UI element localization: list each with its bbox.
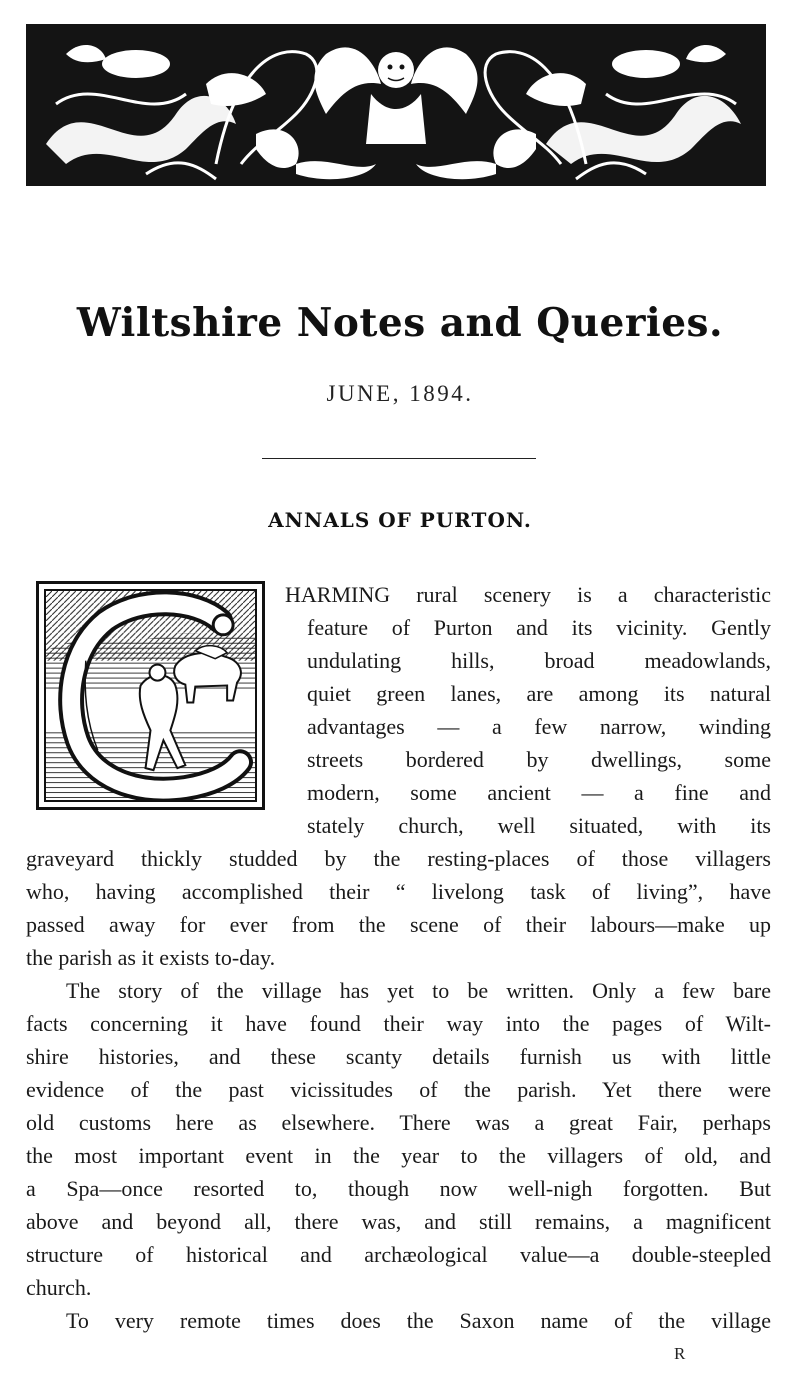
- text-line-content: a Spa—once resorted to, though now well-nigh forgotten. But: [26, 1176, 771, 1201]
- text-line-content: modern, some ancient — a fine and: [307, 780, 771, 805]
- text-line-content: who, having accomplished their “ livelong task of living”, have: [26, 879, 771, 904]
- title-divider: [262, 458, 536, 459]
- text-line-content: shire histories, and these scanty details furnish us with little: [26, 1044, 771, 1069]
- article-title: ANNALS OF PURTON.: [268, 508, 532, 532]
- dropcap-frame: [44, 589, 257, 802]
- text-line: [26, 1140, 771, 1172]
- text-line-content: the most important event in the year to the villagers of old, and: [26, 1143, 771, 1168]
- text-line: [26, 1008, 771, 1040]
- text-line: [307, 777, 771, 809]
- text-line: [26, 1206, 771, 1238]
- text-line: [307, 810, 771, 842]
- headpiece-woodcut-image: [26, 24, 766, 186]
- text-line: [307, 678, 771, 710]
- text-line: [307, 744, 771, 776]
- text-line-content: old customs here as elsewhere. There was a great Fair, perhaps: [26, 1110, 771, 1135]
- text-line: [26, 909, 771, 941]
- text-line: [26, 1239, 771, 1271]
- text-line-content: structure of historical and archæological value—a double-steepled: [26, 1242, 771, 1267]
- text-line: [26, 1272, 771, 1304]
- text-line-content: facts concerning it have found their way into the pages of Wilt-: [26, 1011, 771, 1036]
- text-line-content: To very remote times does the Saxon name of the village: [66, 1308, 771, 1333]
- text-line: [66, 975, 771, 1007]
- text-line-content: the parish as it exists to-day.: [26, 945, 276, 970]
- text-line-content: church.: [26, 1275, 92, 1300]
- text-line: [307, 711, 771, 743]
- text-line-content: feature of Purton and its vicinity. Gently: [307, 615, 771, 640]
- text-line: [307, 645, 771, 677]
- text-line: [66, 1305, 771, 1337]
- text-line: [26, 1107, 771, 1139]
- dropcap-box: [36, 581, 265, 810]
- text-line-content: The story of the village has yet to be written. Only a few bare: [66, 978, 771, 1003]
- dropcap-woodcut-image: [46, 591, 255, 800]
- text-line: [26, 876, 771, 908]
- text-line-content: passed away for ever from the scene of their labours—make up: [26, 912, 771, 937]
- text-line: [26, 1074, 771, 1106]
- text-line-content: HARMING rural scenery is a characteristic: [285, 582, 771, 607]
- text-line: [285, 579, 771, 611]
- text-line-content: above and beyond all, there was, and still remains, a magnificent: [26, 1209, 771, 1234]
- text-line-content: evidence of the past vicissitudes of the parish. Yet there were: [26, 1077, 771, 1102]
- text-line: [26, 1173, 771, 1205]
- text-line: [307, 612, 771, 644]
- text-line-content: advantages — a few narrow, winding: [307, 714, 771, 739]
- text-line-content: undulating hills, broad meadowlands,: [307, 648, 771, 673]
- text-line: [26, 1041, 771, 1073]
- ornamental-headpiece: [26, 24, 766, 186]
- signature-mark: R: [674, 1344, 686, 1363]
- text-line-content: stately church, well situated, with its: [307, 813, 771, 838]
- issue-date: JUNE, 1894.: [326, 381, 474, 406]
- text-line-content: streets bordered by dwellings, some: [307, 747, 771, 772]
- text-line: [26, 942, 771, 974]
- text-line-content: quiet green lanes, are among its natural: [307, 681, 771, 706]
- text-line: [26, 843, 771, 875]
- journal-title: Wiltshire Notes and Queries.: [76, 300, 724, 346]
- text-line-content: graveyard thickly studded by the resting-places of those villagers: [26, 846, 771, 871]
